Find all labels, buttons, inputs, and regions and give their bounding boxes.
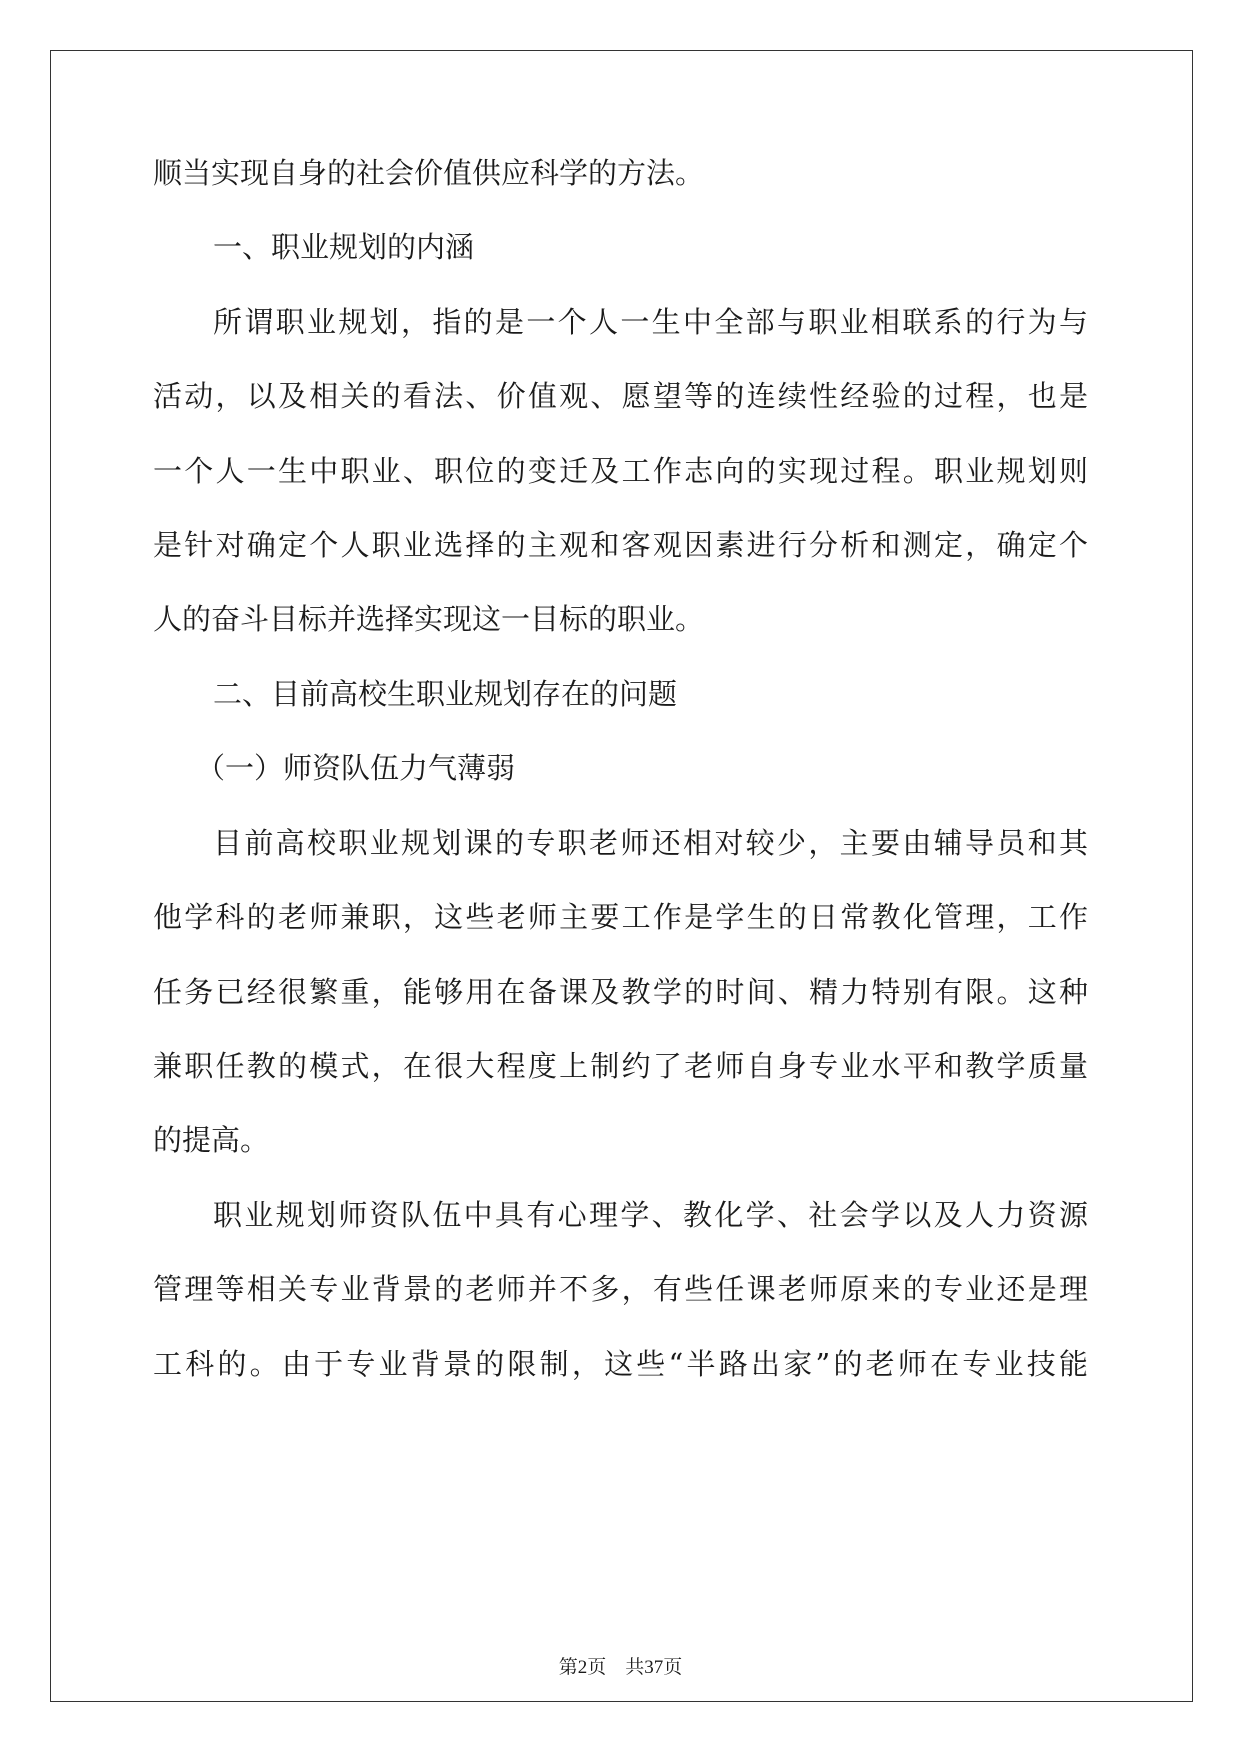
current-page-number: 2 (577, 1657, 588, 1678)
footer-suffix: 页 (663, 1656, 683, 1678)
footer-prefix: 第 (558, 1656, 578, 1678)
text-line: 兼职任教的模式，在很大程度上制约了老师自身专业水平和教学质量 (153, 1049, 1088, 1083)
section-heading: 一、职业规划的内涵 (213, 230, 475, 264)
text-line: 的提高。 (153, 1123, 270, 1157)
text-line: 人的奋斗目标并选择实现这一目标的职业。 (153, 602, 705, 636)
footer-mid: 页 共 (587, 1656, 645, 1678)
total-page-number: 37 (644, 1657, 664, 1678)
text-line: 所谓职业规划，指的是一个人一生中全部与职业相联系的行为与 (213, 305, 1088, 339)
text-line: 活动，以及相关的看法、价值观、愿望等的连续性经验的过程，也是 (153, 379, 1088, 413)
text-line: 管理等相关专业背景的老师并不多，有些任课老师原来的专业还是理 (153, 1272, 1088, 1306)
text-line: 是针对确定个人职业选择的主观和客观因素进行分析和测定，确定个 (153, 528, 1088, 562)
text-line: 任务已经很繁重，能够用在备课及教学的时间、精力特别有限。这种 (153, 975, 1088, 1009)
section-heading: 二、目前高校生职业规划存在的问题 (213, 677, 678, 711)
text-line: 一个人一生中职业、职位的变迁及工作志向的实现过程。职业规划则 (153, 454, 1088, 488)
text-line: 目前高校职业规划课的专职老师还相对较少，主要由辅导员和其 (213, 826, 1088, 860)
text-line: 他学科的老师兼职，这些老师主要工作是学生的日常教化管理，工作 (153, 900, 1088, 934)
subsection-heading: （一）师资队伍力气薄弱 (196, 751, 516, 785)
text-line: 职业规划师资队伍中具有心理学、教化学、社会学以及人力资源 (213, 1198, 1088, 1232)
page-footer (0, 1655, 1241, 1679)
text-line: 工科的。由于专业背景的限制，这些“半路出家”的老师在专业技能 (153, 1347, 1088, 1381)
text-line: 顺当实现自身的社会价值供应科学的方法。 (153, 156, 705, 190)
